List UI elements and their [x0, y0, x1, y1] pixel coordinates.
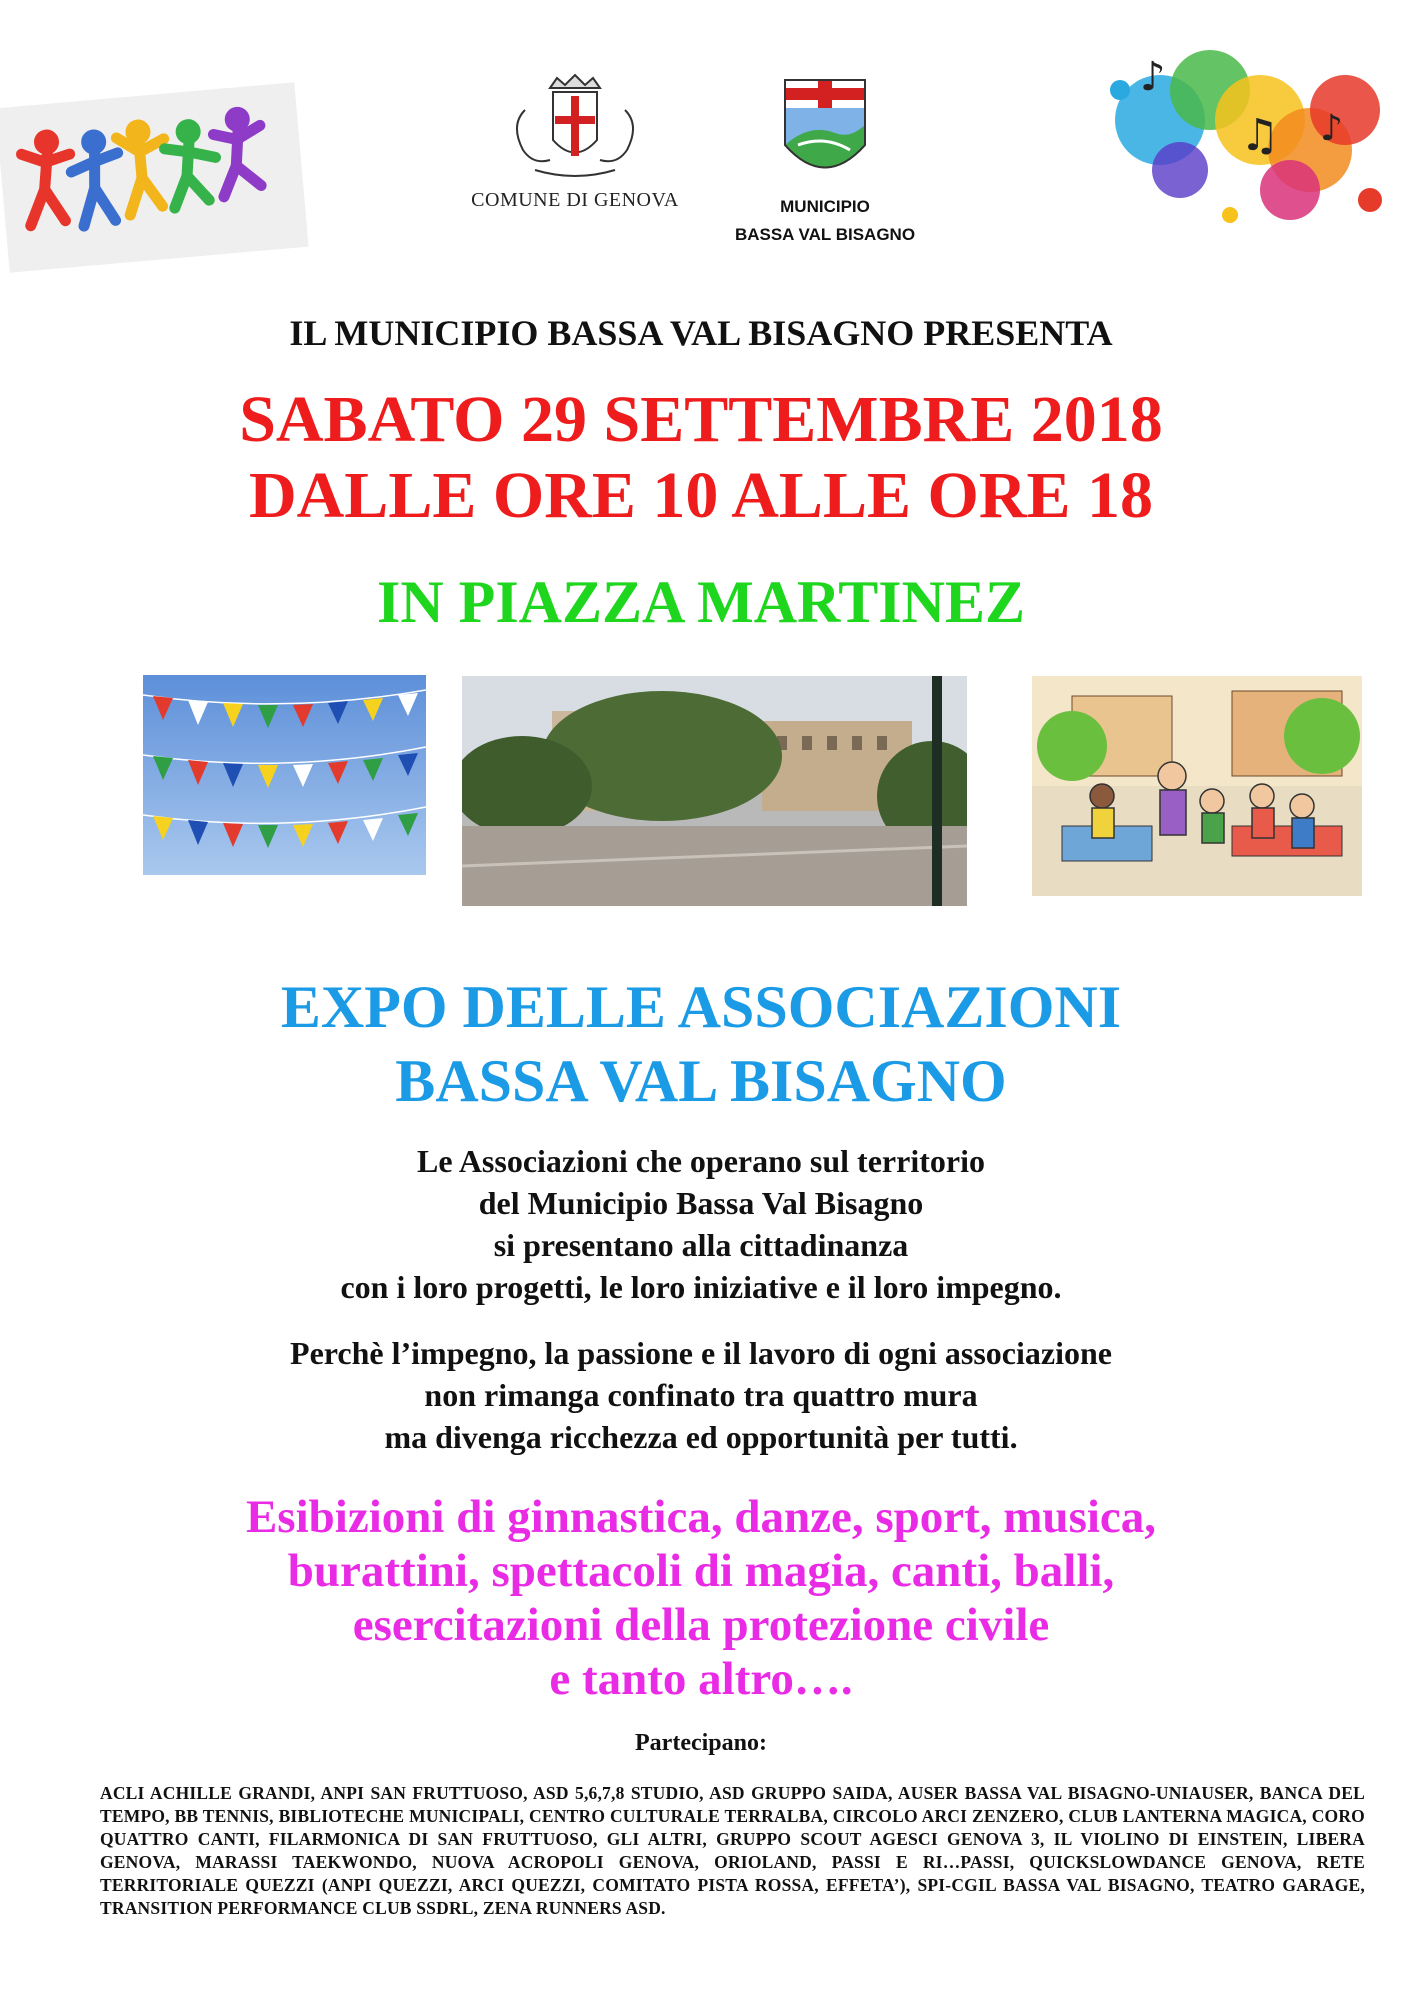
municipio-shield-icon — [780, 75, 870, 185]
intro-line: con i loro progetti, le loro iniziative e il loro impegno. — [340, 1269, 1062, 1305]
expo-line-1: EXPO DELLE ASSOCIAZIONI — [280, 974, 1122, 1040]
expo-heading — [0, 970, 1402, 1118]
events-line: e tanto altro…. — [549, 1653, 853, 1705]
intro-line: del Municipio Bassa Val Bisagno — [478, 1185, 924, 1221]
events-line: Esibizioni di ginnastica, danze, sport, musica, — [245, 1491, 1157, 1543]
municipio-caption — [680, 193, 970, 249]
svg-text:♪: ♪ — [1140, 54, 1166, 100]
passion-line: Perchè l’impegno, la passione e il lavoro di ogni associazione — [290, 1335, 1112, 1371]
passion-paragraph — [0, 1332, 1402, 1458]
intro-paragraph — [0, 1140, 1402, 1308]
passion-line: non rimanga confinato tra quattro mura — [424, 1377, 978, 1413]
date-line-hours: DALLE ORE 10 ALLE ORE 18 — [248, 459, 1154, 532]
partecipano-label: Partecipano: — [635, 1730, 767, 1756]
events-line: burattini, spettacoli di magia, canti, balli, — [287, 1545, 1115, 1597]
comune-caption: COMUNE DI GENOVA — [471, 189, 679, 211]
date-line-day: SABATO 29 SETTEMBRE 2018 — [239, 383, 1163, 456]
date-heading — [0, 382, 1402, 534]
presenta-heading: IL MUNICIPIO BASSA VAL BISAGNO PRESENTA — [289, 313, 1113, 353]
expo-line-2: BASSA VAL BISAGNO — [395, 1048, 1007, 1114]
svg-text:♫: ♫ — [1240, 110, 1280, 161]
intro-line: Le Associazioni che operano sul territorio — [417, 1143, 985, 1179]
municipio-caption-line2: BASSA VAL BISAGNO — [734, 225, 916, 244]
events-list — [0, 1490, 1402, 1706]
children-cartoon-illustration — [1032, 676, 1362, 896]
intro-line: si presentano alla cittadinanza — [493, 1227, 909, 1263]
location-heading: IN PIAZZA MARTINEZ — [377, 569, 1025, 635]
municipio-caption-line1: MUNICIPIO — [780, 197, 870, 216]
municipio-logo — [680, 75, 970, 249]
piazza-martinez-photo — [462, 676, 967, 906]
genova-crest-icon — [495, 70, 655, 185]
events-line: esercitazioni della protezione civile — [352, 1599, 1050, 1651]
passion-line: ma divenga ricchezza ed opportunità per tutti. — [384, 1419, 1018, 1455]
associations-list: ACLI ACHILLE GRANDI, ANPI SAN FRUTTUOSO, ASD 5,6,7,8 STUDIO, ASD GRUPPO SAIDA, AUSER BASSA VAL BISAGNO-UNIAUSER, BANCA DEL TEMPO, BB TENNIS, BIBLIOTECHE MUNICIPALI, CENTRO CULTURALE TERRALBA, CIRCOLO ARCI ZENZERO, CLUB LANTERNA MAGICA, CORO QUATTRO CANTI, FILARMONICA DI SAN FRUTTUOSO, GLI ALTRI, GRUPPO SCOUT AGESCI GENOVA 3, IL VIOLINO DI EINSTEIN, LIBERA GENOVA, MARASSI TAEKWONDO, NUOVA ACROPOLI GENOVA, ORIOLAND, PASSI E RI…PASSI, QUICKSLOWDANCE GENOVA, RETE TERRITORIALE QUEZZI (ANPI QUEZZI, ARCI QUEZZI, COMITATO PISTA ROSSA, EFFETA’), SPI-CGIL BASSA VAL BISAGNO, TEATRO GARAGE, TRANSITION PERFORMANCE CLUB SSDRL, ZENA RUNNERS ASD. — [100, 1783, 1365, 1918]
dancers-image — [0, 82, 309, 273]
bunting-flags-photo — [143, 675, 426, 875]
comune-di-genova-logo — [470, 70, 680, 212]
svg-text:♪: ♪ — [1320, 108, 1343, 149]
music-splash-image — [1080, 30, 1400, 250]
